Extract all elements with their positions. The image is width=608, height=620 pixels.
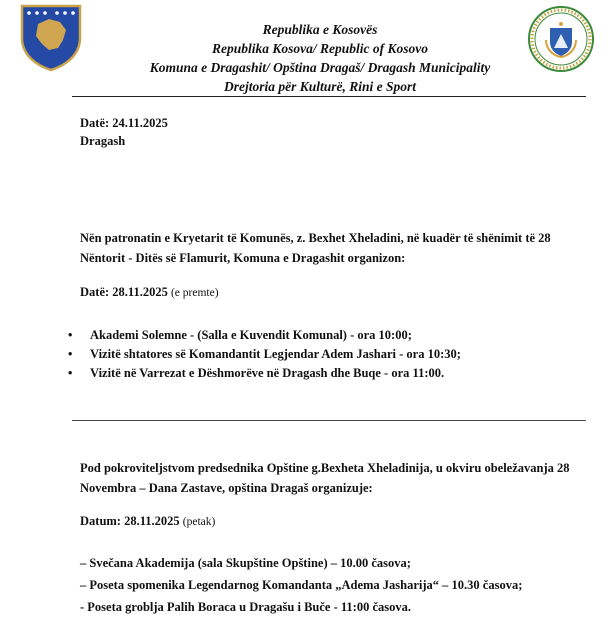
letterhead-line-2: Republika Kosova/ Republic of Kosovo: [212, 41, 428, 56]
serbian-program-item-3: - Poseta groblja Palih Boraca u Dragašu i Buče - 11:00 časova.: [80, 600, 411, 614]
serbian-event-day: (petak): [182, 516, 216, 528]
list-item: • Akademi Solemne - (Salla e Kuvendit Komunal) - ora 10:00;: [68, 326, 461, 345]
letterhead-line-3: Komuna e Dragashit/ Opština Dragaš/ Dragash Municipality: [149, 60, 491, 75]
serbian-event-date: [80, 512, 215, 532]
serbian-program-item-1: – Svečana Akademija (sala Skupštine Opštine) – 10.00 časova;: [80, 556, 411, 570]
letterhead-line-1: Republika e Kosovës: [262, 22, 378, 37]
letterhead-divider: [72, 96, 586, 97]
albanian-event-day: (e premte): [170, 287, 219, 299]
letterhead-line-4: Drejtoria për Kulturë, Rini e Sport: [223, 79, 417, 94]
albanian-event-date-label: Datë: 28.11.2025: [80, 285, 168, 299]
document-place: Dragash: [80, 134, 126, 148]
kosovo-coat-of-arms-icon: [16, 2, 86, 72]
document-date: Datë: 24.11.2025: [80, 116, 168, 130]
serbian-event-date-label: Datum: 28.11.2025: [80, 514, 180, 528]
albanian-intro: Nën patronatin e Kryetarit të Komunës, z. Bexhet Xheladini, në kuadër të shënimit të 28 Nëntorit - Ditës së Flamurit, Komuna e Dragashit organizon:: [80, 231, 551, 265]
list-item: • Vizitë shtatores së Komandantit Legjendar Adem Jashari - ora 10:30;: [68, 345, 461, 364]
section-divider: [72, 420, 586, 421]
dragash-municipality-seal-icon: [526, 4, 596, 74]
serbian-program-item-2: – Poseta spomenika Legendarnog Komandanta „Adema Jasharija“ – 10.30 časova;: [80, 578, 523, 592]
letterhead: [120, 20, 520, 96]
list-item: • Vizitë në Varrezat e Dëshmorëve në Dragash dhe Buqe - ora 11:00.: [68, 364, 461, 383]
albanian-event-date: [80, 283, 219, 303]
albanian-program-list: [68, 326, 461, 383]
serbian-intro: Pod pokroviteljstvom predsednika Opštine g.Bexheta Xheladinija, u okviru obeležavanja 28 Novembra – Dana Zastave, opština Dragaš organizuje:: [80, 461, 570, 495]
